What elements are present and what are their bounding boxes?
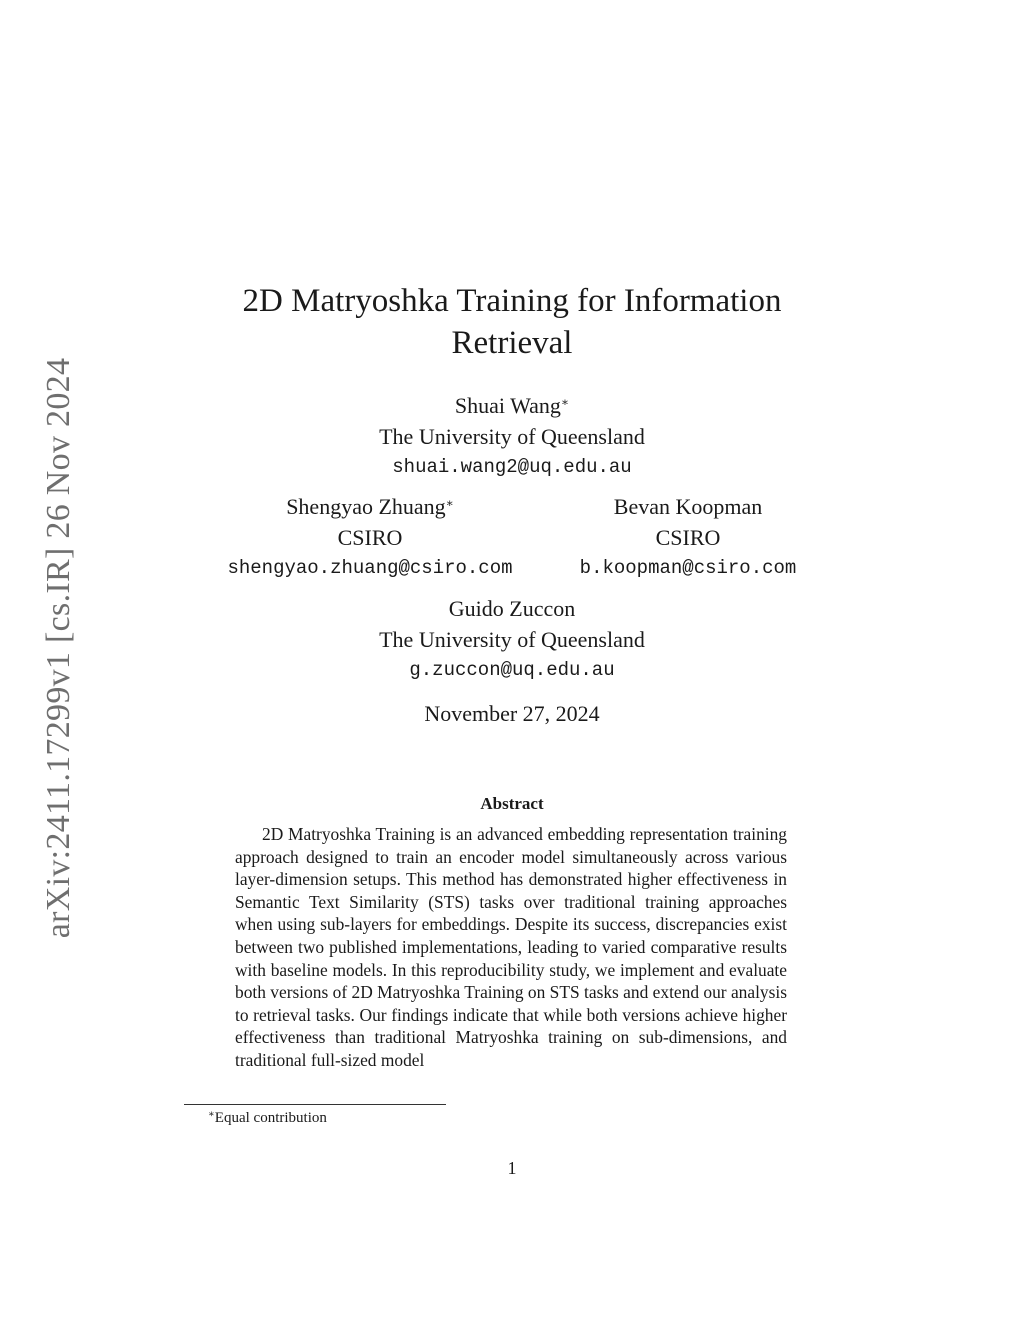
- author-name: Guido Zuccon: [448, 596, 576, 621]
- footnote-text: Equal contribution: [214, 1110, 327, 1126]
- author-name-line: [538, 491, 838, 522]
- author-block: [170, 491, 570, 584]
- author-block: [262, 593, 762, 686]
- author-name-line: [262, 390, 762, 421]
- author-email[interactable]: shuai.wang2@uq.edu.au: [392, 456, 632, 478]
- equal-contribution-mark: ∗: [445, 496, 454, 510]
- footnote: [208, 1110, 327, 1127]
- author-email[interactable]: b.koopman@csiro.com: [579, 557, 797, 579]
- author-name: Shengyao Zhuang: [286, 494, 446, 519]
- abstract-text: 2D Matryoshka Training is an advanced embedding representation training approach designed to train an encoder model simultaneously across various layer-dimension setups. This method has demonstrated higher effectiveness in Semantic Text Similarity (STS) tasks over traditional training approaches when using sub-layers for embeddings. Despite its success, discrepancies exist between two published implementations, leading to varied comparative results with baseline models. In this reproducibility study, we implement and evaluate both versions of 2D Matryoshka Training on STS tasks and extend our analysis to retrieval tasks. Our findings indicate that while both versions achieve higher effectiveness than traditional Matryoshka training on sub-dimensions, and traditional full-sized model: [235, 824, 787, 1070]
- author-affiliation: The University of Queensland: [379, 424, 645, 449]
- page-number: 1: [507, 1158, 517, 1178]
- paper-title: 2D Matryoshka Training for Information Retrieval: [242, 283, 782, 361]
- author-name: Shuai Wang: [454, 393, 561, 418]
- author-name: Bevan Koopman: [613, 494, 763, 519]
- author-affiliation: CSIRO: [655, 525, 721, 550]
- author-block: [262, 390, 762, 483]
- publication-date: November 27, 2024: [424, 701, 600, 726]
- author-email[interactable]: g.zuccon@uq.edu.au: [409, 659, 615, 681]
- author-name-line: [262, 593, 762, 624]
- equal-contribution-mark: ∗: [560, 395, 570, 409]
- footnote-divider: [184, 1104, 446, 1105]
- author-affiliation: The University of Queensland: [379, 627, 645, 652]
- author-email[interactable]: shengyao.zhuang@csiro.com: [227, 557, 513, 579]
- author-affiliation: CSIRO: [337, 525, 403, 550]
- abstract-heading: Abstract: [480, 794, 544, 813]
- arxiv-identifier-stamp: arXiv:2411.17299v1 [cs.IR] 26 Nov 2024: [40, 357, 77, 939]
- footnote-mark: ∗: [208, 1109, 215, 1120]
- author-name-line: [170, 491, 570, 522]
- author-block: [538, 491, 838, 584]
